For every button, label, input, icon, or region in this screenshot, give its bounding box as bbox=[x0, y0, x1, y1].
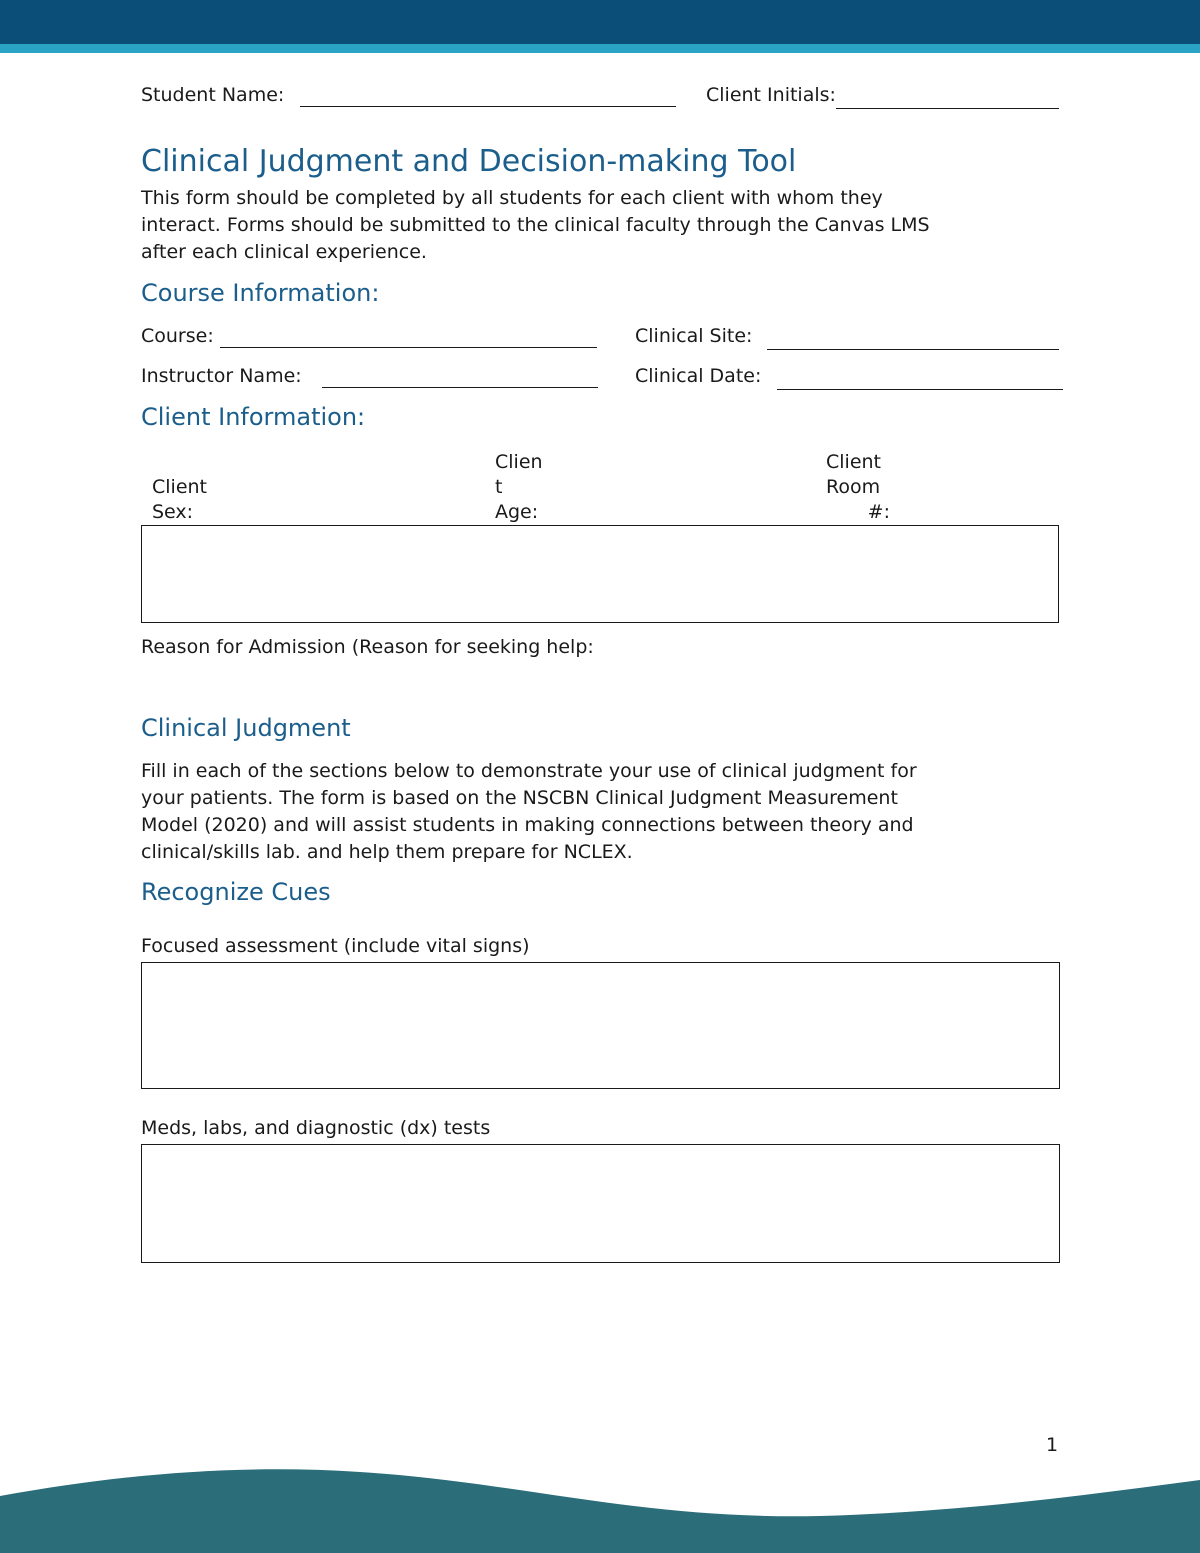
footer-wave bbox=[0, 1460, 1200, 1553]
clinical-judgment-paragraph bbox=[141, 758, 1081, 866]
client-age-label: Clien t Age: bbox=[495, 451, 543, 523]
intro-line: This form should be completed by all students for each client with whom they bbox=[141, 187, 883, 209]
focused-assessment-label: Focused assessment (include vital signs) bbox=[141, 935, 530, 957]
client-sex-label: Client Sex: bbox=[152, 476, 208, 523]
course-label: Course: bbox=[141, 325, 214, 347]
meds-labs-box[interactable] bbox=[141, 1144, 1060, 1263]
clinical-site-field[interactable] bbox=[767, 349, 1059, 350]
cj-line: Model (2020) and will assist students in making connections between theory and bbox=[141, 814, 914, 836]
reason-for-admission-label: Reason for Admission (Reason for seeking help: bbox=[141, 636, 594, 658]
clinical-site-label: Clinical Site: bbox=[635, 325, 753, 347]
clinical-date-field[interactable] bbox=[777, 389, 1063, 390]
meds-labs-label: Meds, labs, and diagnostic (dx) tests bbox=[141, 1117, 491, 1139]
student-name-field[interactable] bbox=[300, 106, 676, 107]
client-initials-field[interactable] bbox=[836, 108, 1059, 109]
cj-line: your patients. The form is based on the NSCBN Clinical Judgment Measurement bbox=[141, 787, 898, 809]
page-number: 1 bbox=[1046, 1434, 1059, 1456]
intro-paragraph bbox=[141, 185, 1081, 266]
recognize-cues-heading: Recognize Cues bbox=[141, 878, 331, 906]
client-info-heading: Client Information: bbox=[141, 403, 366, 431]
client-initials-label: Client Initials: bbox=[706, 84, 836, 106]
intro-line: interact. Forms should be submitted to the clinical faculty through the Canvas LMS bbox=[141, 214, 930, 236]
course-info-heading: Course Information: bbox=[141, 279, 380, 307]
instructor-name-label: Instructor Name: bbox=[141, 365, 302, 387]
header-band bbox=[0, 0, 1200, 44]
cj-line: clinical/skills lab. and help them prepare for NCLEX. bbox=[141, 841, 633, 863]
instructor-name-field[interactable] bbox=[322, 387, 598, 388]
intro-line: after each clinical experience. bbox=[141, 241, 427, 263]
client-info-box[interactable] bbox=[141, 525, 1059, 623]
cj-line: Fill in each of the sections below to demonstrate your use of clinical judgment for bbox=[141, 760, 917, 782]
client-room-label: Client Room #: bbox=[826, 451, 890, 523]
clinical-date-label: Clinical Date: bbox=[635, 365, 762, 387]
course-field[interactable] bbox=[220, 347, 597, 348]
header-accent-stripe bbox=[0, 44, 1200, 53]
focused-assessment-box[interactable] bbox=[141, 962, 1060, 1089]
clinical-judgment-heading: Clinical Judgment bbox=[141, 714, 351, 742]
student-name-label: Student Name: bbox=[141, 84, 285, 106]
page-title: Clinical Judgment and Decision-making Tool bbox=[141, 144, 797, 179]
